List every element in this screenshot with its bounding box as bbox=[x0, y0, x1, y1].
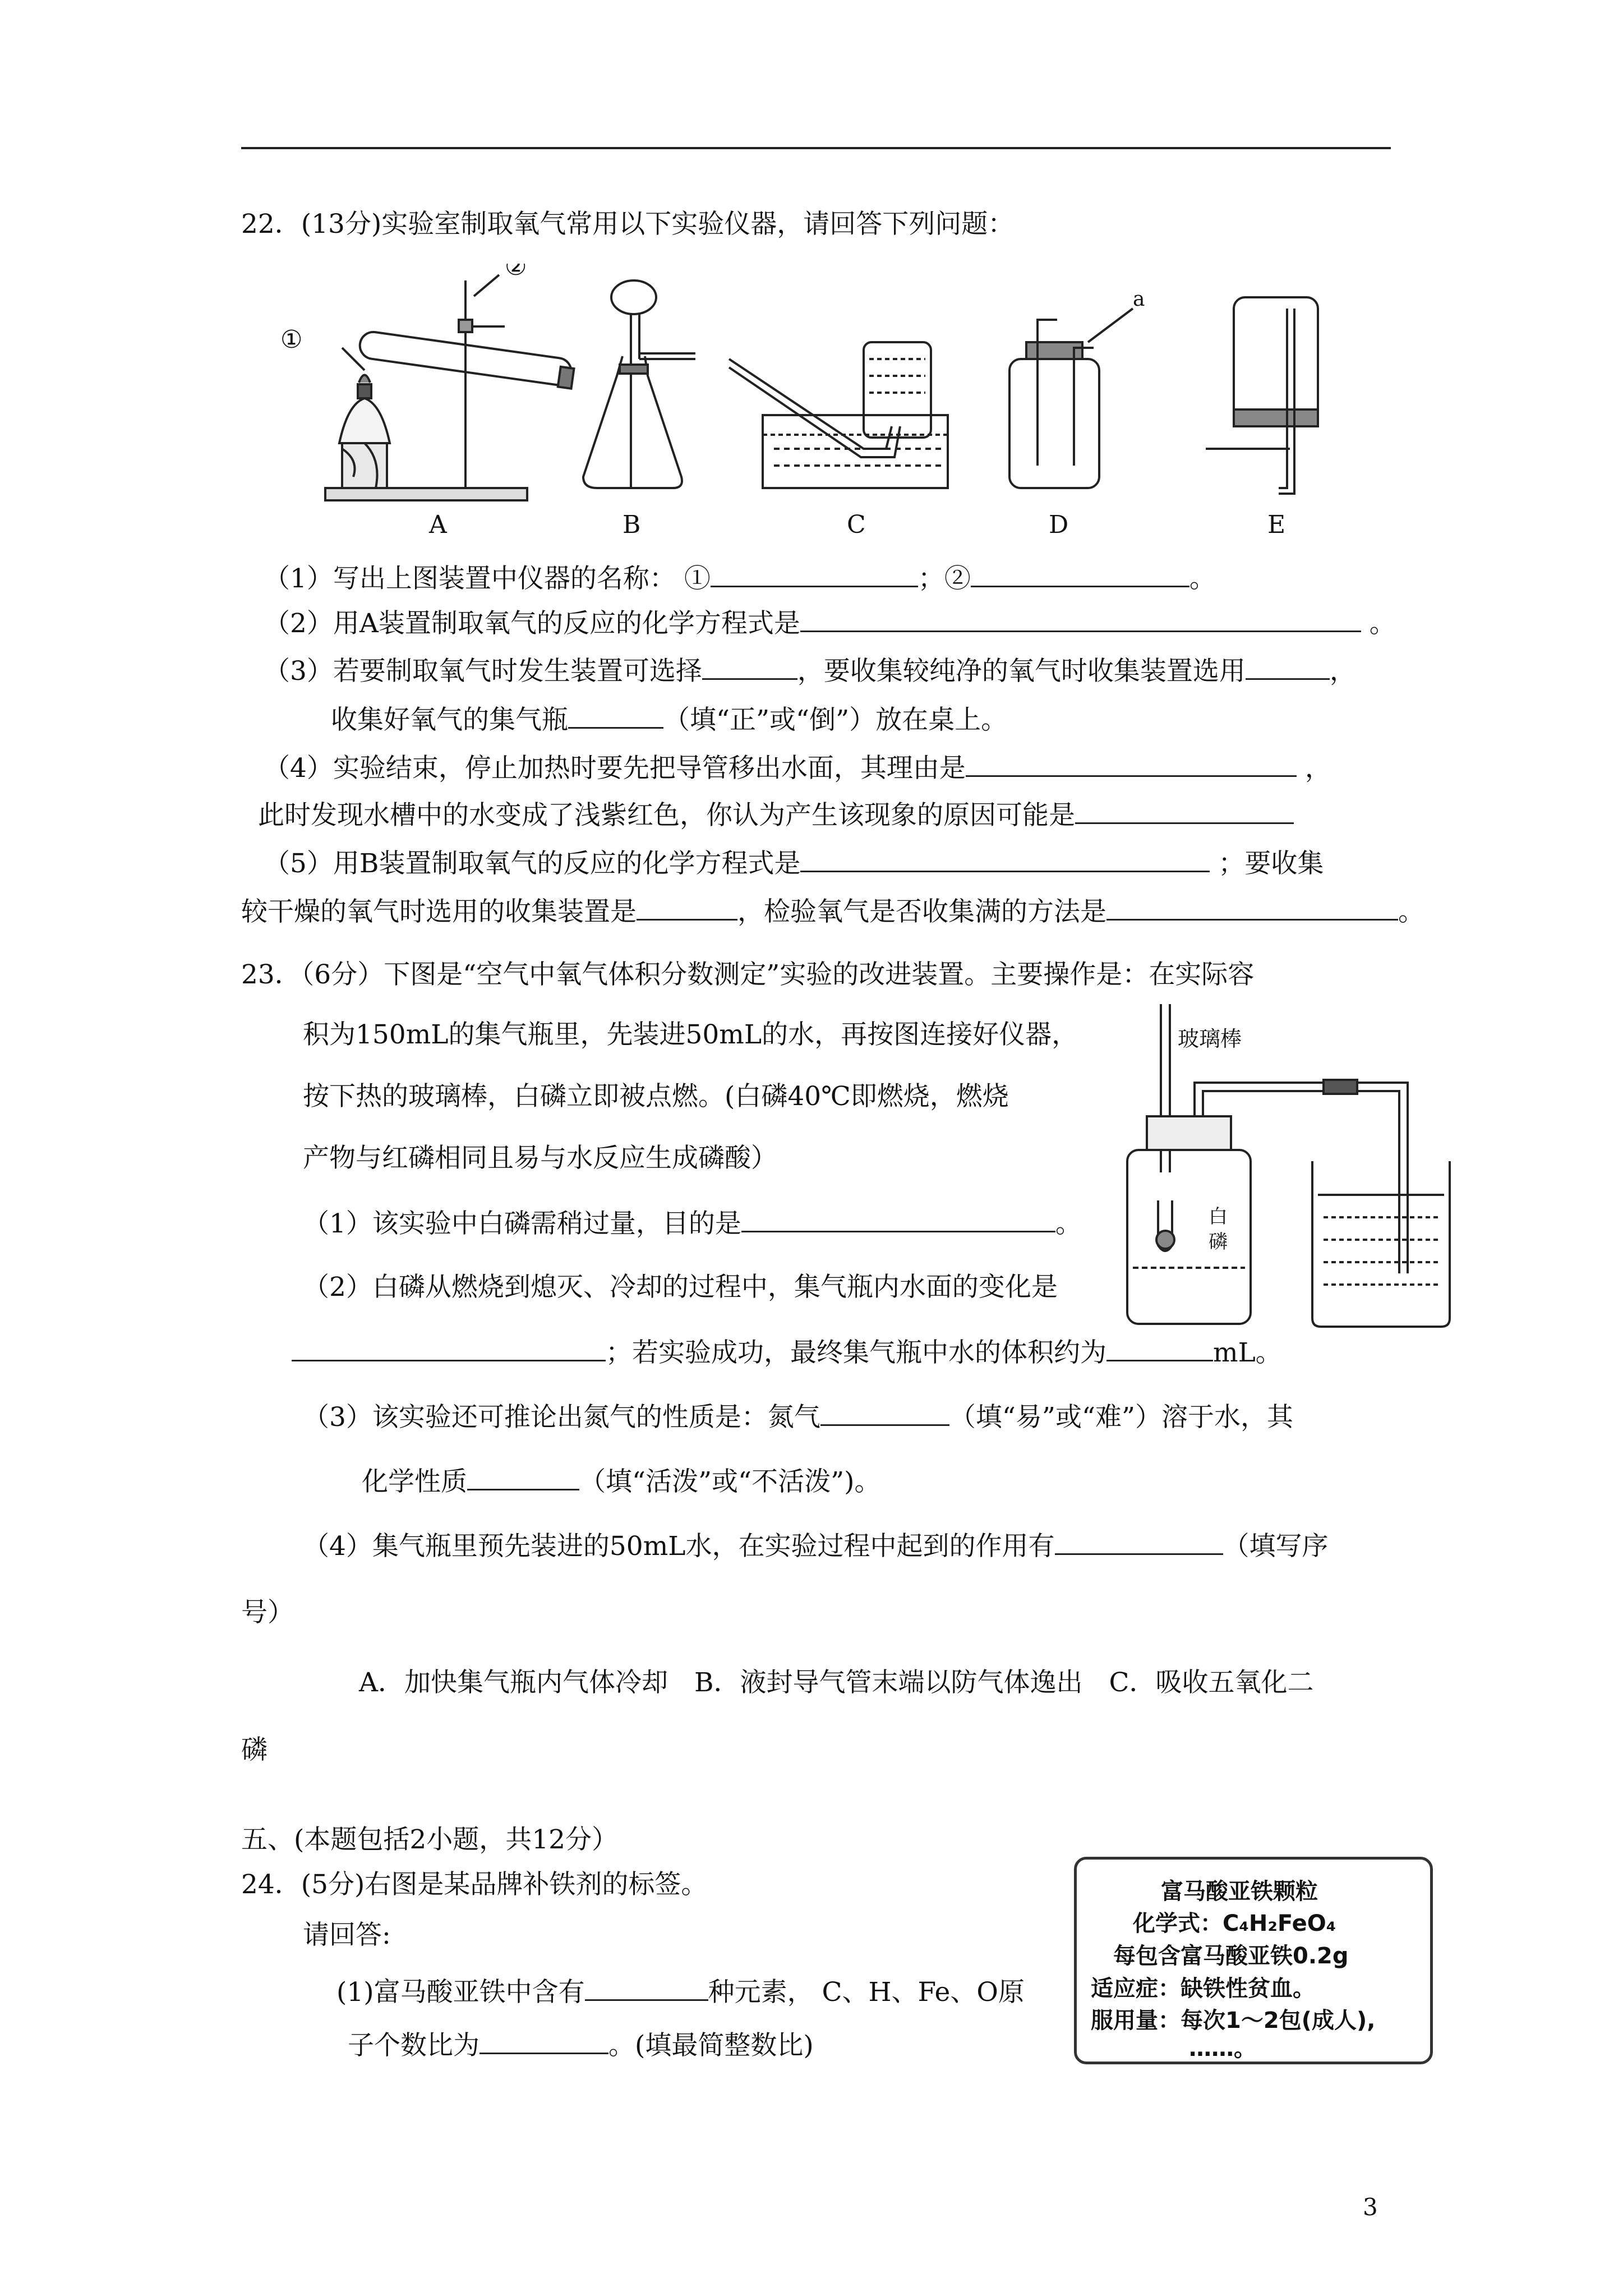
q22-title: 22．(13分)实验室制取氧气常用以下实验仪器，请回答下列问题： bbox=[241, 209, 1015, 240]
q23-p3-cont: 化学性质 （填“活泼”或“不活泼”)。 bbox=[362, 1464, 880, 1499]
q22-p5: （5）用B装置制取氧气的反应的化学方程式是 ；要收集 bbox=[264, 846, 1324, 881]
label-content: 每包含富马酸亚铁0.2g bbox=[1113, 1943, 1349, 1969]
q23-options-cont: 磷 bbox=[241, 1734, 268, 1765]
q23-p3: （3）该实验还可推论出氮气的性质是：氮气 （填“易”或“难”）溶于水，其 bbox=[303, 1400, 1293, 1434]
label-formula: 化学式：C₄H₂FeO₄ bbox=[1133, 1911, 1336, 1936]
answer-blank-16[interactable] bbox=[467, 1464, 579, 1490]
fig-label-circle1: ① bbox=[280, 325, 303, 354]
answer-blank-14[interactable] bbox=[1106, 1335, 1213, 1361]
q23-title: 23．（6分）下图是“空气中氧气体积分数测定”实验的改进装置。主要操作是：在实际容 bbox=[241, 959, 1255, 990]
q22-p4-cont: 此时发现水槽中的水变成了浅紫红色，你认为产生该现象的原因可能是 bbox=[258, 798, 1294, 832]
fig-label-phosphorus: 磷 bbox=[1209, 1231, 1228, 1253]
answer-blank-17[interactable] bbox=[1055, 1529, 1223, 1555]
answer-blank-12[interactable] bbox=[741, 1206, 1055, 1232]
answer-blank-9[interactable] bbox=[800, 846, 1210, 872]
fig-label-D: D bbox=[1049, 510, 1069, 539]
answer-blank-18[interactable] bbox=[585, 1975, 708, 2001]
q24-p1-cont: 子个数比为 。(填最简整数比) bbox=[348, 2028, 814, 2063]
answer-blank-5[interactable] bbox=[1246, 654, 1330, 680]
q23-line3: 按下热的玻璃棒，白磷立即被点燃。(白磷40℃即燃烧，燃烧 bbox=[303, 1081, 1009, 1112]
answer-blank-10[interactable] bbox=[637, 894, 737, 921]
q23-p2-cont: ；若实验成功，最终集气瓶中水的体积约为 mL。 bbox=[292, 1335, 1282, 1370]
q22-p3: （3）若要制取氧气时发生装置可选择 ，要收集较纯净的氧气时收集装置选用 ， bbox=[264, 654, 1356, 688]
q23-options: A．加快集气瓶内气体冷却 B．液封导气管末端以防气体逸出 C．吸收五氧化二 bbox=[359, 1667, 1314, 1698]
q23-p1: （1）该实验中白磷需稍过量，目的是 。 bbox=[303, 1206, 1082, 1241]
answer-blank-1[interactable] bbox=[711, 561, 918, 587]
page-number: 3 bbox=[1363, 2193, 1378, 2221]
answer-blank-6[interactable] bbox=[568, 702, 663, 729]
q22-p1: （1）写出上图装置中仪器的名称： ① ；② 。 bbox=[264, 561, 1216, 596]
section-5-title: 五、(本题包括2小题，共12分） bbox=[241, 1824, 619, 1855]
answer-blank-19[interactable] bbox=[479, 2028, 608, 2054]
label-product-name: 富马酸亚铁颗粒 bbox=[1161, 1879, 1318, 1904]
answer-blank-15[interactable] bbox=[820, 1400, 949, 1426]
answer-blank-2[interactable] bbox=[971, 561, 1189, 587]
answer-blank-11[interactable] bbox=[1106, 894, 1398, 921]
answer-blank-4[interactable] bbox=[702, 654, 797, 680]
fig-label-B: B bbox=[623, 510, 641, 539]
answer-blank-3[interactable] bbox=[800, 606, 1361, 632]
fig-label-A: A bbox=[429, 510, 447, 539]
fig-label-glass-rod: 玻璃棒 bbox=[1178, 1027, 1242, 1051]
fig-label-a: a bbox=[1133, 288, 1145, 311]
answer-blank-7[interactable] bbox=[966, 751, 1297, 777]
supplement-label bbox=[1074, 1857, 1433, 2064]
q22-p4: （4）实验结束，停止加热时要先把导管移出水面，其理由是 ， bbox=[264, 751, 1331, 785]
q22-p5-cont: 较干燥的氧气时选用的收集装置是 ，检验氧气是否收集满的方法是 。 bbox=[241, 894, 1424, 929]
answer-blank-8[interactable] bbox=[1075, 798, 1294, 824]
label-more: ……。 bbox=[1189, 2036, 1256, 2062]
q24-title: 24．(5分)右图是某品牌补铁剂的标签。 bbox=[241, 1869, 708, 1900]
label-dosage: 服用量：每次1～2包(成人), bbox=[1091, 2008, 1376, 2033]
fig-label-circle2: ② bbox=[505, 264, 527, 281]
q23-line4: 产物与红磷相同且易与水反应生成磷酸） bbox=[303, 1143, 777, 1174]
q23-apparatus-figure bbox=[1116, 1004, 1464, 1343]
q23-p2: （2）白磷从燃烧到熄灭、冷却的过程中，集气瓶内水面的变化是 bbox=[303, 1272, 1058, 1303]
q23-p4-cont: 号） bbox=[241, 1597, 294, 1628]
q22-apparatus-figure bbox=[280, 264, 1402, 558]
answer-blank-13[interactable] bbox=[292, 1335, 606, 1361]
q22-p2: （2）用A装置制取氧气的反应的化学方程式是 。 bbox=[264, 606, 1396, 641]
fig-label-C: C bbox=[847, 510, 866, 539]
q24-p1: (1)富马酸亚铁中含有 种元素， C、H、Fe、O原 bbox=[336, 1975, 1025, 2009]
fig-label-white: 白 bbox=[1209, 1205, 1228, 1228]
header-rule bbox=[241, 147, 1391, 149]
q24-ask: 请回答: bbox=[303, 1920, 391, 1950]
q22-p3-cont: 收集好氧气的集气瓶 （填“正”或“倒”）放在桌上。 bbox=[331, 702, 1007, 737]
q23-line2: 积为150mL的集气瓶里，先装进50mL的水，再按图连接好仪器， bbox=[303, 1019, 1078, 1050]
q23-p4: （4）集气瓶里预先装进的50mL水，在实验过程中起到的作用有 （填写序 bbox=[303, 1529, 1329, 1563]
fig-label-E: E bbox=[1267, 510, 1286, 539]
label-indication: 适应症：缺铁性贫血。 bbox=[1091, 1976, 1315, 2001]
